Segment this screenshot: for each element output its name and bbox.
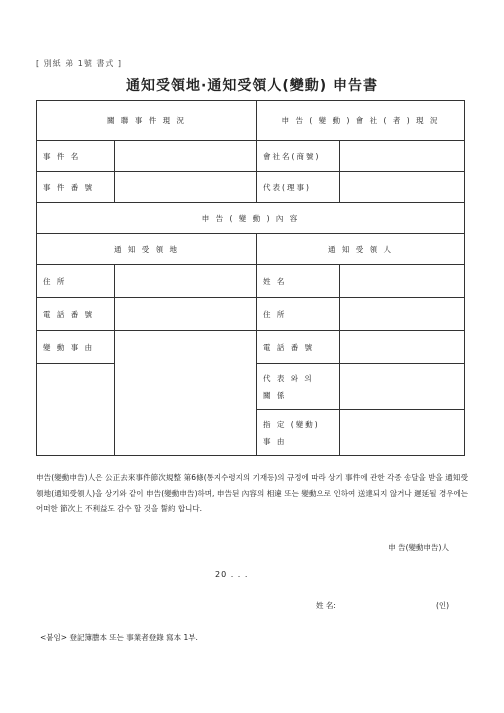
field-company-name[interactable] <box>340 141 465 172</box>
label-address-right: 住 所 <box>257 298 340 331</box>
page-title: 通知受領地·通知受領人(變動) 申告書 <box>126 78 378 94</box>
label-case-name: 事 件 名 <box>37 141 115 172</box>
label-representative: 代表(理事) <box>257 172 340 203</box>
attachment-note: <붙임> 登記簿謄本 또는 事業者登錄 寫本 1부. <box>40 633 198 642</box>
seal-mark: (인) <box>436 601 450 610</box>
header-related-case: 關 聯 事 件 現 況 <box>37 101 257 141</box>
field-case-number[interactable] <box>115 172 257 203</box>
pledge-paragraph: 申告(變動申告)人은 公正去來事件節次規整 第6條(통지수령지의 기재등)의 규정에 따라 상기 事件에 관한 각종 송달을 받을 通知受領地(通知受領人)을 상기와 같이 申告(變動申告)하며, 申告된 內容의 相違 또는 變動으로 인하여 送達되지 않거나 遲延될 경우에는 어떠한 節次上 不利益도 감수 할 것을 誓約 합니다. <box>36 473 468 513</box>
label-change-reason: 變 動 事 由 <box>37 331 115 364</box>
date-line: 20 . . . <box>215 570 249 579</box>
declarant-label: 申 告(變動申告)人 <box>388 543 449 552</box>
label-designation-line2: 事 由 <box>263 436 287 446</box>
label-relation-line1: 代 表 와 의 <box>263 373 314 383</box>
field-designation[interactable] <box>340 410 465 456</box>
header-receiving-person: 通 知 受 領 人 <box>257 234 465 265</box>
field-representative[interactable] <box>340 172 465 203</box>
signature-name-label: 姓 名: <box>316 601 336 610</box>
header-declarant-status: 申 告 ( 變 動 ) 會 社 ( 者 ) 現 況 <box>257 101 465 141</box>
label-relation <box>257 364 340 410</box>
label-designation-line1: 指 定 (變動) <box>263 419 320 429</box>
label-relation-line2: 關 係 <box>263 390 287 400</box>
label-phone-left: 電 話 番 號 <box>37 298 115 331</box>
field-change-reason-lower[interactable] <box>37 364 115 456</box>
label-company-name: 會社名(商號) <box>257 141 340 172</box>
label-designation <box>257 410 340 456</box>
field-case-name[interactable] <box>115 141 257 172</box>
label-name-right: 姓 名 <box>257 265 340 298</box>
label-phone-right: 電 話 番 號 <box>257 331 340 364</box>
label-case-number: 事 件 番 號 <box>37 172 115 203</box>
field-address-right[interactable] <box>340 298 465 331</box>
declaration-table <box>36 100 465 456</box>
header-receiving-place: 通 知 受 領 地 <box>37 234 257 265</box>
field-address-left[interactable] <box>115 265 257 298</box>
field-phone-right[interactable] <box>340 331 465 364</box>
field-relation[interactable] <box>340 364 465 410</box>
label-address-left: 住 所 <box>37 265 115 298</box>
section-title: 申 告 ( 變 動 ) 內 容 <box>37 203 465 234</box>
form-number: [ 別紙 弟 1號 書式 ] <box>36 59 123 68</box>
field-phone-left[interactable] <box>115 298 257 331</box>
field-change-reason[interactable] <box>115 331 257 456</box>
field-name-right[interactable] <box>340 265 465 298</box>
